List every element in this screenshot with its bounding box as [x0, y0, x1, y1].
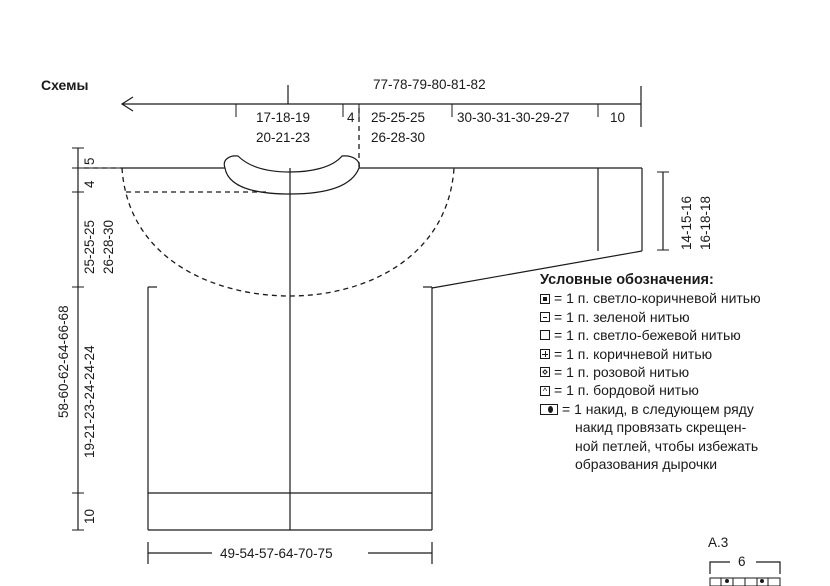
- diamond-icon: [540, 367, 550, 377]
- minus-icon: [540, 312, 550, 322]
- cross-icon: [540, 349, 550, 359]
- legend-item-light-brown: = 1 п. светло-коричневой нитью: [540, 289, 830, 307]
- legend-item-light-beige: = 1 п. светло-бежевой нитью: [540, 326, 830, 344]
- chart-a3-label: A.3: [708, 535, 729, 550]
- yarn-over-line-2: накид провязать скрещен-: [575, 419, 747, 436]
- chart-a3-bracket-right: [756, 562, 780, 574]
- top-5-label: 5: [82, 157, 97, 165]
- caret-icon: ^: [540, 386, 550, 396]
- bottom-width-label: 49-54-57-64-70-75: [220, 546, 333, 561]
- legend-item-yarn-over: = 1 накид, в следующем ряду: [540, 400, 830, 418]
- yarn-over-line-3: ной петлей, чтобы избежать: [575, 437, 759, 454]
- chart-a3-grid: [710, 578, 780, 586]
- sleeve-width-label-2: 16-18-18: [698, 195, 713, 250]
- sleeve-length-label: 30-30-31-30-29-27: [457, 110, 570, 125]
- chart-a3-bracket-left: [710, 562, 730, 574]
- yarn-over-icon: [540, 404, 558, 415]
- legend-item-burgundy: ^ = 1 п. бордовой нитью: [540, 381, 830, 399]
- neck-half-label-2: 26-28-30: [371, 130, 426, 145]
- yoke-depth-label: 25-25-25: [82, 219, 97, 274]
- legend-item-pink: = 1 п. розовой нитью: [540, 363, 830, 381]
- rib-label: 10: [82, 508, 97, 524]
- neck-inner-curve: [224, 156, 359, 172]
- top-4-label: 4: [82, 180, 97, 188]
- chart-a3-count: 6: [738, 554, 746, 569]
- empty-icon: [540, 330, 550, 340]
- body-half-label: 17-18-19: [256, 110, 311, 125]
- total-length-label: 58-60-62-64-66-68: [56, 305, 71, 418]
- legend-item-brown: = 1 п. коричневой нитью: [540, 345, 830, 363]
- neck-small-label: 4: [347, 110, 355, 125]
- sleeve-width-label: 14-15-16: [679, 195, 694, 250]
- legend: [540, 271, 830, 473]
- legend-item-green: = 1 п. зеленой нитью: [540, 308, 830, 326]
- dot-icon: [540, 294, 550, 304]
- total-width-label: 77-78-79-80-81-82: [373, 77, 486, 92]
- schematic-title: Схемы: [41, 77, 89, 93]
- yoke-depth-label-2: 26-28-30: [101, 219, 116, 274]
- body-length-label: 19-21-23-24-24-24: [82, 345, 97, 458]
- yoke-dashed-arc: [122, 168, 454, 296]
- body-half-label-2: 20-21-23: [256, 130, 311, 145]
- legend-title: Условные обозначения:: [540, 272, 714, 288]
- neck-half-label: 25-25-25: [371, 110, 426, 125]
- yarn-over-line-4: образования дырочки: [575, 456, 718, 473]
- cuff-label: 10: [610, 110, 626, 125]
